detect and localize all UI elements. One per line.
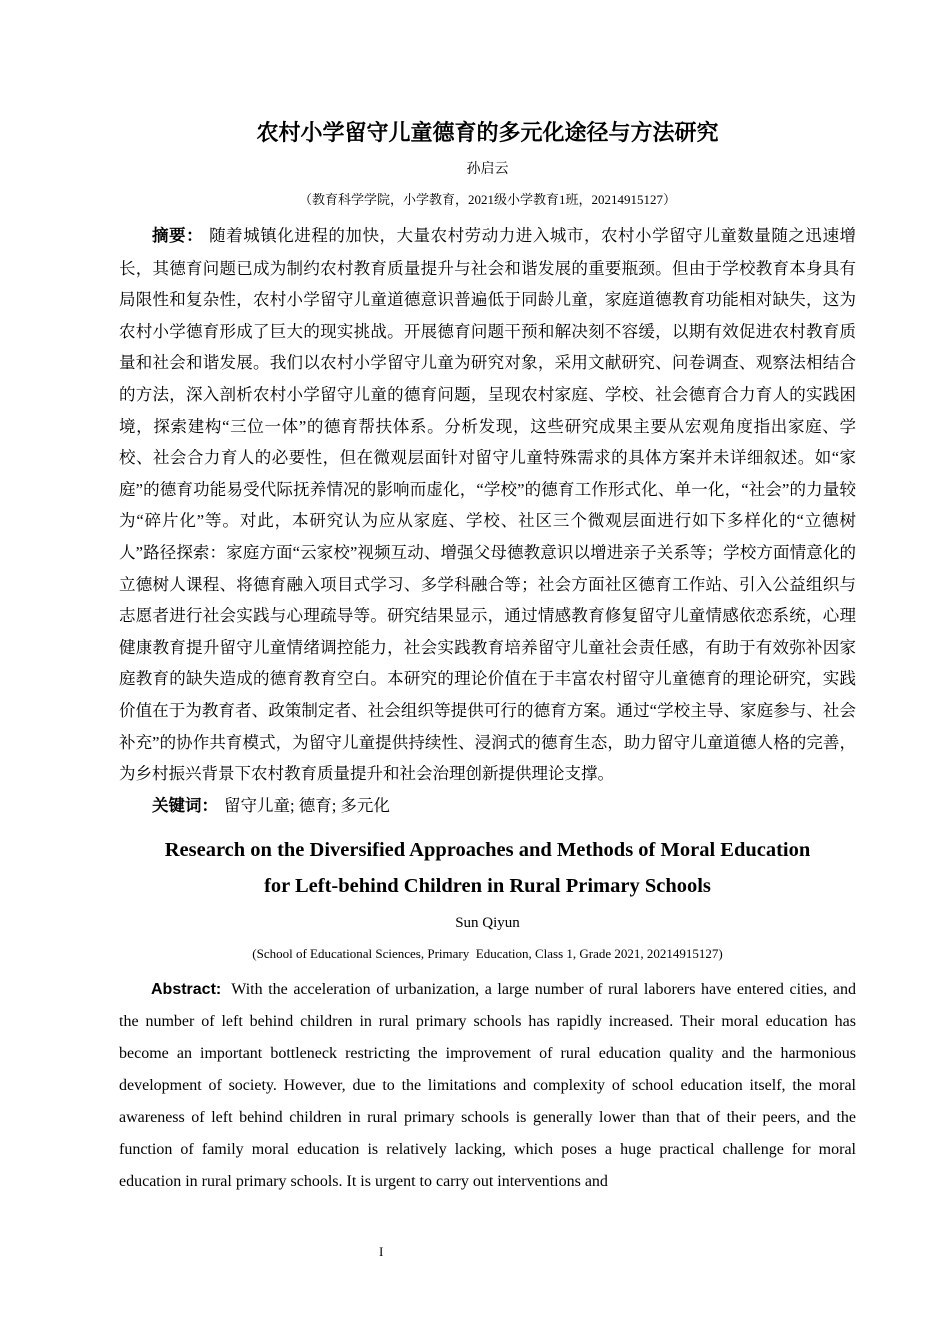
chinese-author: 孙启云 <box>466 162 509 177</box>
english-affiliation: (School of Educational Sciences, Primary Education, Class 1, Grade 2021, 20214915127) <box>252 946 723 962</box>
chinese-abstract-label: 摘要： <box>152 227 204 245</box>
chinese-keywords-label: 关键词： <box>152 796 218 815</box>
chinese-abstract-text: 随着城镇化进程的加快，大量农村劳动力进入城市，农村小学留守儿童数量随之迅速增长，其德育问题已成为制约农村教育质量提升与社会和谐发展的重要瓶颈。但由于学校教育本身具有局限性和复杂性，农村小学留守儿童道德意识普遍低于同龄儿童，家庭道德教育功能相对缺失，这为农村小学德育形成了巨大的现实挑战。开展德育问题干预和解决刻不容缓，以期有效促进农村教育质量和社会和谐发展。我们以农村小学留守儿童为研究对象，采用文献研究、问卷调查、观察法相结合的方法，深入剖析农村小学留守儿童的德育问题，呈现农村家庭、学校、社会德育合力育人的实践困境，探索建构“三位一体”的德育帮扶体系。分析发现，这些研究成果主要从宏观角度指出家庭、学校、社会合力育人的必要性，但在微观层面针对留守儿童特殊需求的具体方案并未详细叙述。如“家庭”的德育功能易受代际抚养情况的影响而虚化，“学校”的德育工作形式化、单一化，“社会”的力量较为“碎片化”等。对此，本研究认为应从家庭、学校、社区三个微观层面进行如下多样化的“立德树人”路径探索：家庭方面“云家校”视频互动、增强父母德教意识以增进亲子关系等；学校方面情意化的立德树人课程、将德育融入项目式学习、多学科融合等；社会方面社区德育工作站、引入公益组织与志愿者进行社会实践与心理疏导等。研究结果显示，通过情感教育修复留守儿童情感依恋系统，心理健康教育提升留守儿童情绪调控能力，社会实践教育培养留守儿童社会责任感，有助于有效弥补因家庭教育的缺失造成的德育教育空白。本研究的理论价值在于丰富农村留守儿童德育的理论研究，实践价值在于为教育者、政策制定者、社会组织等提供可行的德育方案。通过“学校主导、家庭参与、社会补充”的协作共育模式，为留守儿童提供持续性、浸润式的德育生态，助力留守儿童道德人格的完善，为乡村振兴背景下农村教育质量提升和社会治理创新提供理论支撑。 <box>119 226 857 784</box>
english-abstract-label: Abstract: <box>151 981 222 999</box>
english-title-line2: for Left-behind Children in Rural Primary Schools <box>264 875 711 898</box>
chinese-keywords <box>119 790 856 823</box>
english-abstract-text: With the acceleration of urbanization, a large number of rural laborers have entered cities, and the number of left behind children in rural primary schools has rapidly increased. Their moral education has become an important bottleneck restricting the improvement of rural education quality and the harmonious development of society. However, due to the limitations and complexity of school education itself, the moral awareness of left behind children in rural primary schools is generally lower than that of their peers, and the function of family moral education is relatively lacking, which poses a huge practical challenge for moral education in rural primary schools. It is urgent to carry out interventions and <box>119 981 856 1191</box>
chinese-affiliation: （教育科学学院，小学教育，2021级小学教育1班，20214915127） <box>298 192 676 207</box>
english-title-line1: Research on the Diversified Approaches and Methods of Moral Education <box>164 839 811 862</box>
chinese-title: 农村小学留守儿童德育的多元化途径与方法研究 <box>256 120 719 145</box>
english-abstract <box>119 974 856 1198</box>
chinese-abstract <box>119 220 856 790</box>
chinese-keywords-text: 留守儿童; 德育; 多元化 <box>224 795 390 815</box>
page-number: I <box>379 1244 384 1259</box>
english-author: Sun Qiyun <box>455 915 520 932</box>
english-title <box>119 832 856 904</box>
